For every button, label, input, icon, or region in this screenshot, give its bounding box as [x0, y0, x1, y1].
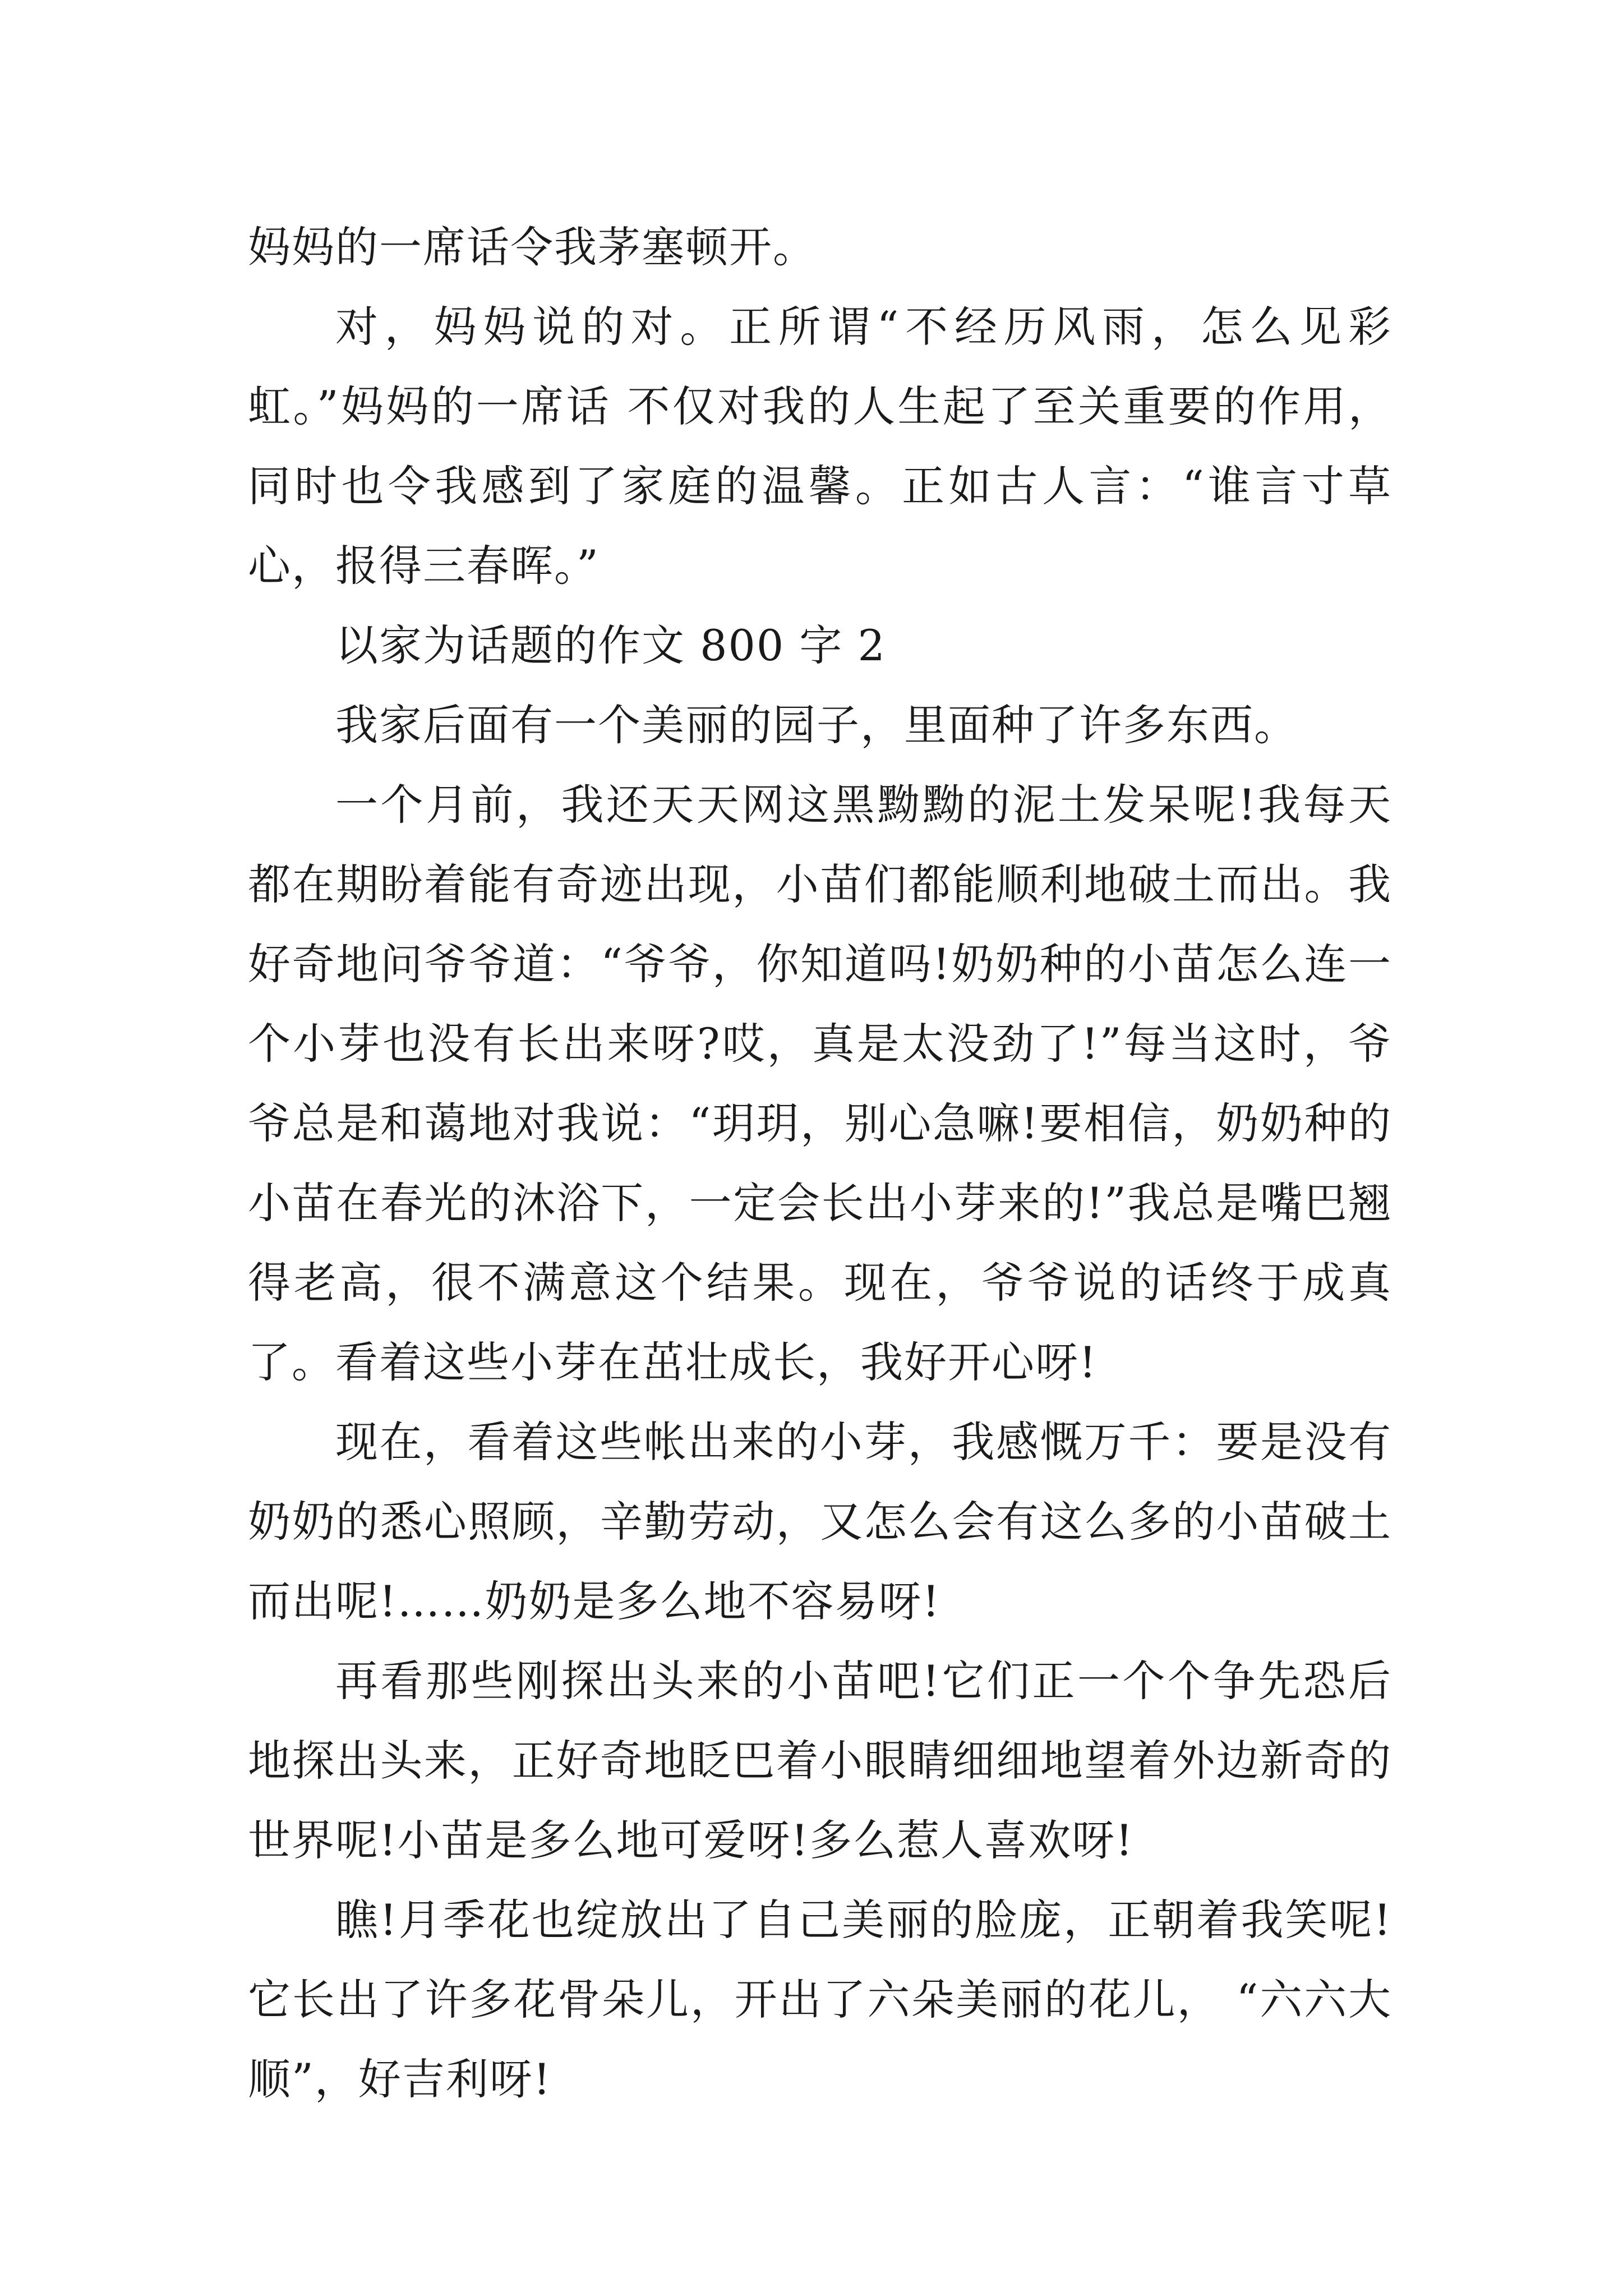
paragraph: 再看那些刚探出头来的小苗吧!它们正一个个争先恐后地探出头来，正好奇地眨巴着小眼睛细细地望着外边新奇的世界呢!小苗是多么地可爱呀!多么惹人喜欢呀! — [248, 1656, 1392, 1865]
paragraph: 我家后面有一个美丽的园子，里面种了许多东西。 — [335, 700, 1298, 750]
paragraph: 一个月前，我还天天网这黑黝黝的泥土发呆呢!我每天都在期盼着能有奇迹出现，小苗们都能顺利地破土而出。我好奇地问爷爷道：“爷爷，你知道吗!奶奶种的小苗怎么连一个小芽也没有长出来呀?哎，真是太没劲了!”每当这时，爷爷总是和蔼地对我说：“玥玥，别心急嘛!要相信，奶奶种的小苗在春光的沐浴下，一定会长出小芽来的!”我总是嘴巴翘得老高，很不满意这个结果。现在，爷爷说的话终于成真了。看着这些小芽在茁壮成长，我好开心呀! — [248, 780, 1392, 1387]
paragraph: 对，妈妈说的对。正所谓“不经历风雨，怎么见彩虹。”妈妈的一席话 不仅对我的人生起了至关重要的作用，同时也令我感到了家庭的温馨。正如古人言：“谁言寸草心，报得三春晖。” — [248, 302, 1392, 591]
paragraph: 瞧!月季花也绽放出了自己美丽的脸庞，正朝着我笑呢!它长出了许多花骨朵儿，开出了六朵美丽的花儿， “六六大顺”，好吉利呀! — [248, 1895, 1392, 2104]
section-heading: 以家为话题的作文 800 字 2 — [335, 620, 886, 670]
paragraph: 现在，看着这些帐出来的小芽，我感慨万千：要是没有奶奶的悉心照顾，辛勤劳动，又怎么会有这么多的小苗破土而出呢!……奶奶是多么地不容易呀! — [248, 1417, 1392, 1626]
paragraph: 妈妈的一席话令我茅塞顿开。 — [248, 222, 817, 272]
document-body — [248, 208, 1392, 2119]
